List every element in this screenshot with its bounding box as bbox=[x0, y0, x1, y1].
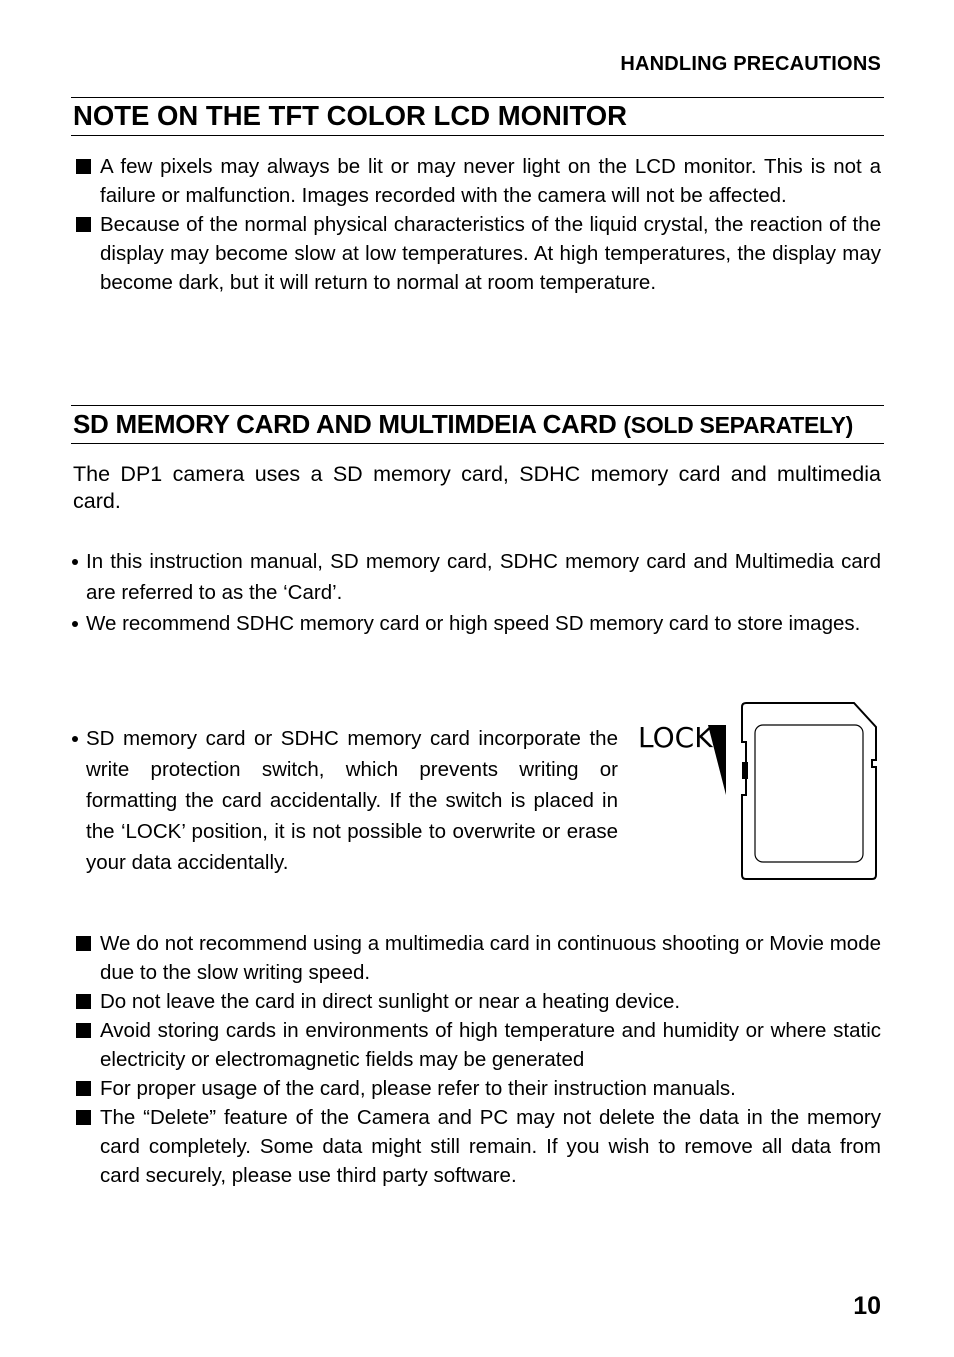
list-item: The “Delete” feature of the Camera and PC may not delete the data in the memory card completely. Some data might still remain. If you wish to remove all data from card securely, please use third party software. bbox=[73, 1103, 881, 1190]
running-header: HANDLING PRECAUTIONS bbox=[620, 53, 881, 75]
list-item: We do not recommend using a multimedia card in continuous shooting or Movie mode due to the slow writing speed. bbox=[73, 929, 881, 987]
square-bullet-icon bbox=[76, 1081, 91, 1096]
dot-bullet-icon bbox=[72, 621, 78, 627]
section-title-sd-card bbox=[71, 405, 884, 444]
square-bullet-icon bbox=[76, 1110, 91, 1125]
square-bullet-icon bbox=[76, 1023, 91, 1038]
page-number: 10 bbox=[853, 1292, 881, 1320]
list-item: Avoid storing cards in environments of high temperature and humidity or where static electricity or electromagnetic fields may be generated bbox=[73, 1016, 881, 1074]
section-title-suffix: (SOLD SEPARATELY) bbox=[623, 412, 854, 438]
dot-bullet-icon bbox=[72, 736, 78, 742]
lock-note-list bbox=[71, 723, 618, 878]
sd-intro-paragraph: The DP1 camera uses a SD memory card, SDHC memory card and multimedia card. bbox=[73, 462, 881, 513]
list-item: For proper usage of the card, please refer to their instruction manuals. bbox=[73, 1074, 881, 1103]
list-item: Do not leave the card in direct sunlight or near a heating device. bbox=[73, 987, 881, 1016]
square-bullet-icon bbox=[76, 217, 91, 232]
list-item: SD memory card or SDHC memory card incorporate the write protection switch, which prevents writing or formatting the card accidentally. If the switch is placed in the ‘LOCK’ position, it is not possible to overwrite or erase your data accidentally. bbox=[71, 723, 618, 878]
sd-card-outline bbox=[742, 703, 876, 879]
lock-arrow-icon bbox=[708, 725, 726, 795]
list-item: We recommend SDHC memory card or high speed SD memory card to store images. bbox=[71, 608, 881, 639]
lcd-notes-list bbox=[73, 152, 881, 297]
section-title-lcd: NOTE ON THE TFT COLOR LCD MONITOR bbox=[71, 97, 884, 136]
square-bullet-icon bbox=[76, 936, 91, 951]
sd-card-icon bbox=[636, 700, 881, 885]
square-bullet-icon bbox=[76, 994, 91, 1009]
list-item: Because of the normal physical characteristics of the liquid crystal, the reaction of the display may become slow at low temperatures. At high temperatures, the display may become dark, but it will return to normal at room temperature. bbox=[73, 210, 881, 297]
dot-bullet-icon bbox=[72, 559, 78, 565]
lock-label: LOCK bbox=[638, 721, 713, 754]
square-bullet-icon bbox=[76, 159, 91, 174]
write-protect-switch-icon bbox=[742, 762, 748, 779]
sd-card-figure bbox=[636, 700, 881, 890]
card-cautions-list bbox=[73, 929, 881, 1190]
list-item: In this instruction manual, SD memory card, SDHC memory card and Multimedia card are referred to as the ‘Card’. bbox=[71, 546, 881, 608]
list-item: A few pixels may always be lit or may never light on the LCD monitor. This is not a failure or malfunction. Images recorded with the camera will not be affected. bbox=[73, 152, 881, 210]
section-title-main: SD MEMORY CARD AND MULTIMDEIA CARD bbox=[73, 409, 617, 439]
sd-notes-list bbox=[71, 546, 881, 639]
